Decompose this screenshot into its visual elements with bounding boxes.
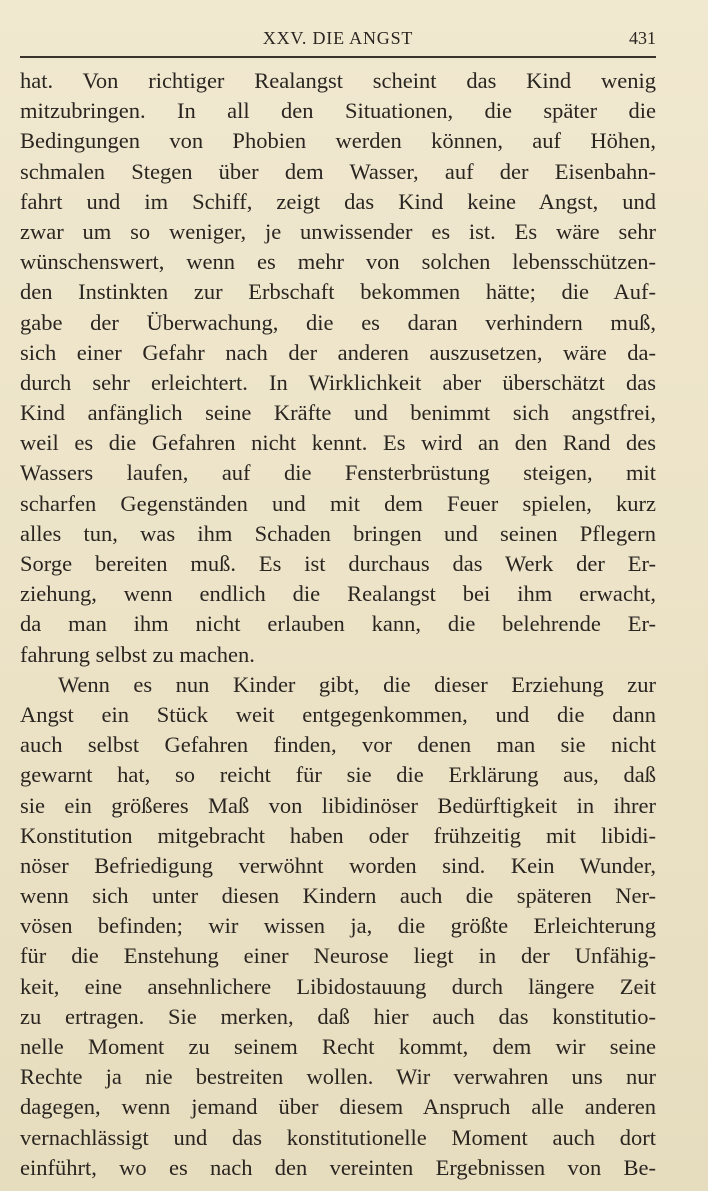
text-line: wenn sich unter diesen Kindern auch die späteren Ner-: [20, 883, 656, 909]
text-line: zu ertragen. Sie merken, daß hier auch das konstitutio-: [20, 1003, 656, 1029]
text-line: gabe der Überwachung, die es daran verhindern muß,: [20, 309, 656, 335]
body-text: [20, 66, 656, 1183]
text-line: keit, eine ansehnlichere Libidostauung durch längere Zeit: [20, 973, 656, 999]
text-line: da man ihm nicht erlauben kann, die belehrende Er-: [20, 611, 656, 637]
text-line: zwar um so weniger, je unwissender es ist. Es wäre sehr: [20, 218, 656, 244]
text-line: nelle Moment zu seinem Recht kommt, dem wir seine: [20, 1034, 656, 1059]
text-line: Rechte ja nie bestreiten wollen. Wir verwahren uns nur: [20, 1064, 656, 1090]
text-line: den Instinkten zur Erbschaft bekommen hätte; die Auf-: [20, 279, 656, 305]
text-line: Kind anfänglich seine Kräfte und benimmt sich angstfrei,: [20, 400, 656, 426]
paragraph-2: [20, 670, 656, 1183]
text-line: schmalen Stegen über dem Wasser, auf der Eisenbahn-: [20, 158, 656, 184]
text-line: Wenn es nun Kinder gibt, die dieser Erziehung zur: [58, 671, 656, 697]
text-line: nöser Befriedigung verwöhnt worden sind. Kein Wunder,: [20, 852, 656, 878]
text-line: sie ein größeres Maß von libidinöser Bedürftigkeit in ihrer: [20, 792, 656, 818]
paragraph-1: [20, 66, 656, 670]
text-line: Konstitution mitgebracht haben oder frühzeitig mit libidi-: [20, 822, 656, 848]
text-line: Bedingungen von Phobien werden können, auf Höhen,: [20, 128, 656, 154]
text-line: dagegen, wenn jemand über diesem Anspruch alle anderen: [20, 1094, 656, 1120]
text-line: wünschenswert, wenn es mehr von solchen lebensschützen-: [20, 249, 656, 275]
text-line: fahrung selbst zu machen.: [20, 641, 255, 667]
text-line: gewarnt hat, so reicht für sie die Erklärung aus, daß: [20, 762, 656, 788]
text-line: für die Enstehung einer Neurose liegt in der Unfähig-: [20, 943, 656, 969]
text-line: durch sehr erleichtert. In Wirklichkeit aber überschätzt das: [20, 369, 656, 395]
text-line: weil es die Gefahren nicht kennt. Es wird an den Rand des: [20, 430, 656, 456]
text-line: hat. Von richtiger Realangst scheint das Kind wenig: [20, 68, 656, 93]
text-line: fahrt und im Schiff, zeigt das Kind keine Angst, und: [20, 188, 656, 214]
text-line: ziehung, wenn endlich die Realangst bei ihm erwacht,: [20, 581, 656, 607]
chapter-title: XXV. DIE ANGST: [262, 28, 414, 48]
page-number: 431: [629, 28, 656, 48]
text-line: Sorge bereiten muß. Es ist durchaus das Werk der Er-: [20, 551, 656, 576]
text-line: mitzubringen. In all den Situationen, die später die: [20, 98, 656, 124]
text-line: vernachlässigt und das konstitutionelle Moment auch dort: [20, 1124, 656, 1150]
text-line: Wassers laufen, auf die Fensterbrüstung steigen, mit: [20, 460, 656, 486]
text-line: alles tun, was ihm Schaden bringen und seinen Pflegern: [20, 520, 656, 546]
running-header: [20, 28, 656, 58]
text-line: auch selbst Gefahren finden, vor denen man sie nicht: [20, 732, 656, 758]
text-line: sich einer Gefahr nach der anderen auszusetzen, wäre da-: [20, 339, 656, 365]
text-line: einführt, wo es nach den vereinten Ergebnissen von Be-: [20, 1154, 656, 1180]
text-line: scharfen Gegenständen und mit dem Feuer spielen, kurz: [20, 490, 656, 516]
text-line: vösen befinden; wir wissen ja, die größte Erleichterung: [20, 913, 656, 939]
text-line: Angst ein Stück weit entgegenkommen, und die dann: [20, 701, 656, 727]
